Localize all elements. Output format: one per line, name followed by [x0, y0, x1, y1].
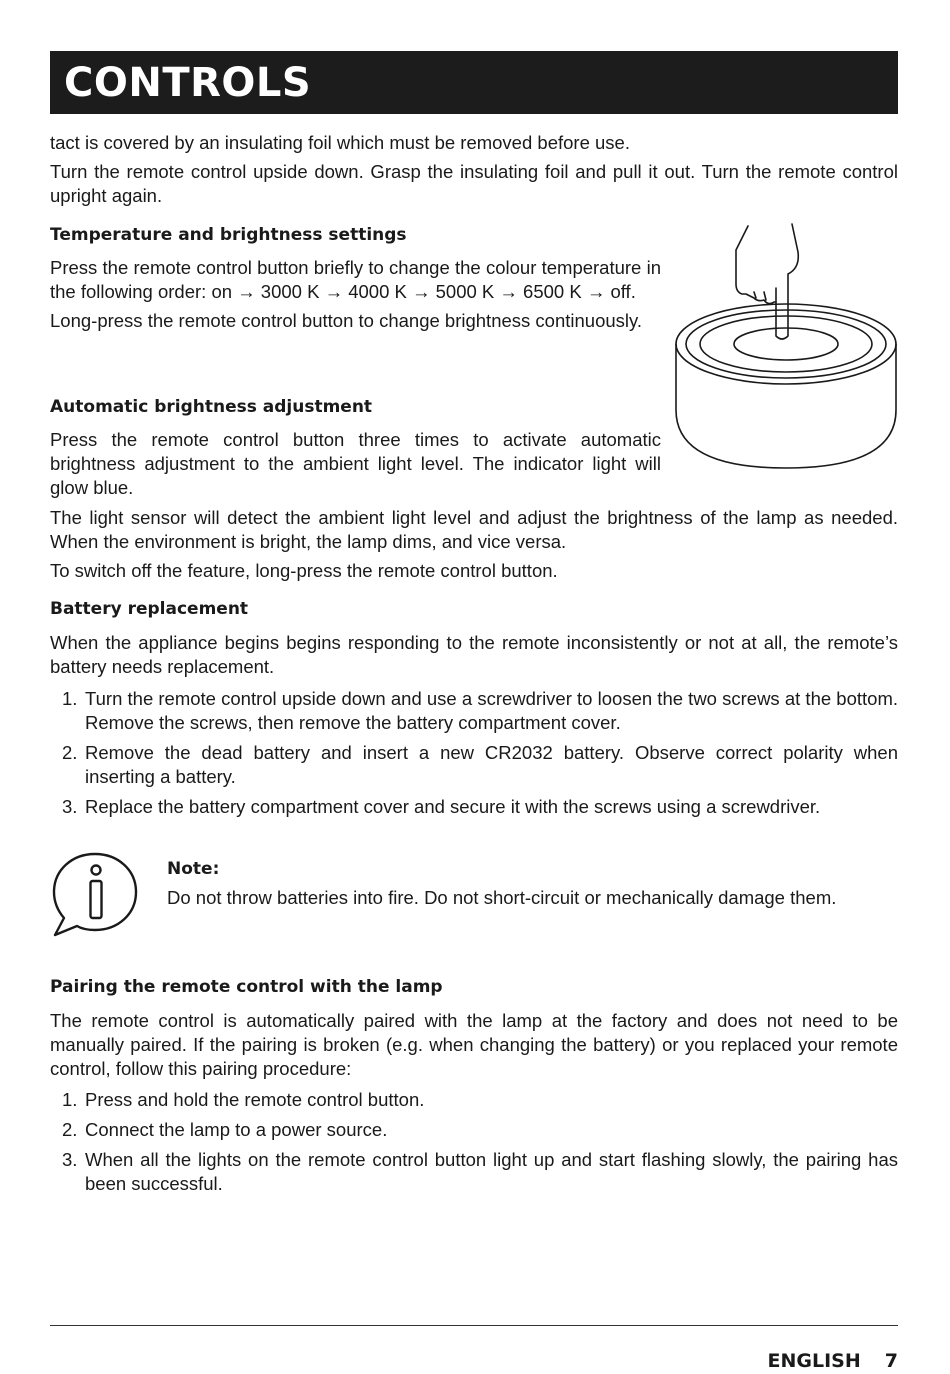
info-speech-bubble-icon	[50, 850, 140, 940]
list-item: 1. Turn the remote control upside down and use a screwdriver to loosen the two screws at the bottom. Remove the screws, then remove the battery compartment cover.	[62, 688, 898, 733]
footer-divider	[50, 1325, 898, 1326]
section-header-bar	[50, 51, 898, 114]
note-text: Do not throw batteries into fire. Do not short-circuit or mechanically damage them.	[167, 887, 837, 908]
page-footer	[768, 1350, 898, 1372]
lamp-touch-illustration	[672, 222, 900, 472]
list-item: 3. Replace the battery compartment cover and secure it with the screws using a screwdriver.	[62, 796, 821, 817]
battery-section	[50, 598, 898, 819]
pairing-heading: Pairing the remote control with the lamp	[50, 977, 443, 997]
temperature-paragraph-2: Long-press the remote control button to change brightness continuously.	[50, 310, 643, 331]
page-number: 7	[884, 1350, 898, 1372]
list-item: 2. Connect the lamp to a power source.	[62, 1119, 388, 1140]
automatic-paragraph-2: The light sensor will detect the ambient light level and adjust the brightness of the lamp as needed. When the environment is bright, the lamp dims, and vice versa.	[50, 507, 898, 552]
pairing-section	[50, 976, 898, 1196]
battery-steps-list	[50, 687, 898, 819]
note-block	[167, 858, 897, 910]
automatic-paragraph-3: To switch off the feature, long-press the remote control button.	[50, 560, 558, 581]
note-heading: Note:	[167, 859, 220, 879]
battery-paragraph: When the appliance begins begins responding to the remote inconsistently or not at all, the remote’s battery needs replacement.	[50, 632, 898, 677]
battery-heading: Battery replacement	[50, 599, 249, 619]
footer-language: ENGLISH	[767, 1350, 861, 1372]
page-title: CONTROLS	[64, 59, 312, 106]
automatic-heading: Automatic brightness adjustment	[50, 397, 373, 417]
list-item: 3. When all the lights on the remote control button light up and start flashing slowly, the pairing has been successful.	[62, 1149, 898, 1194]
pairing-paragraph: The remote control is automatically paired with the lamp at the factory and does not need to be manually paired. If the pairing is broken (e.g. when changing the battery) or you replaced your remote control, follow this pairing procedure:	[50, 1010, 898, 1079]
intro-paragraph-1: tact is covered by an insulating foil which must be removed before use.	[50, 132, 630, 153]
intro-section	[50, 131, 898, 208]
pairing-steps-list	[50, 1088, 898, 1196]
temperature-paragraph-1: Press the remote control button briefly to change the colour temperature in the following order: on → 3000 K → 4000 K → 5000 K → 6500 K → off.	[50, 257, 661, 302]
list-item: 1. Press and hold the remote control button.	[62, 1089, 425, 1110]
intro-paragraph-2: Turn the remote control upside down. Grasp the insulating foil and pull it out. Turn the remote control upright again.	[50, 161, 898, 206]
automatic-paragraph-1: Press the remote control button three times to activate automatic brightness adjustment to the ambient light level. The indicator light will glow blue.	[50, 429, 661, 498]
temperature-heading: Temperature and brightness settings	[50, 225, 407, 245]
list-item: 2. Remove the dead battery and insert a new CR2032 battery. Observe correct polarity when inserting a battery.	[62, 742, 898, 787]
